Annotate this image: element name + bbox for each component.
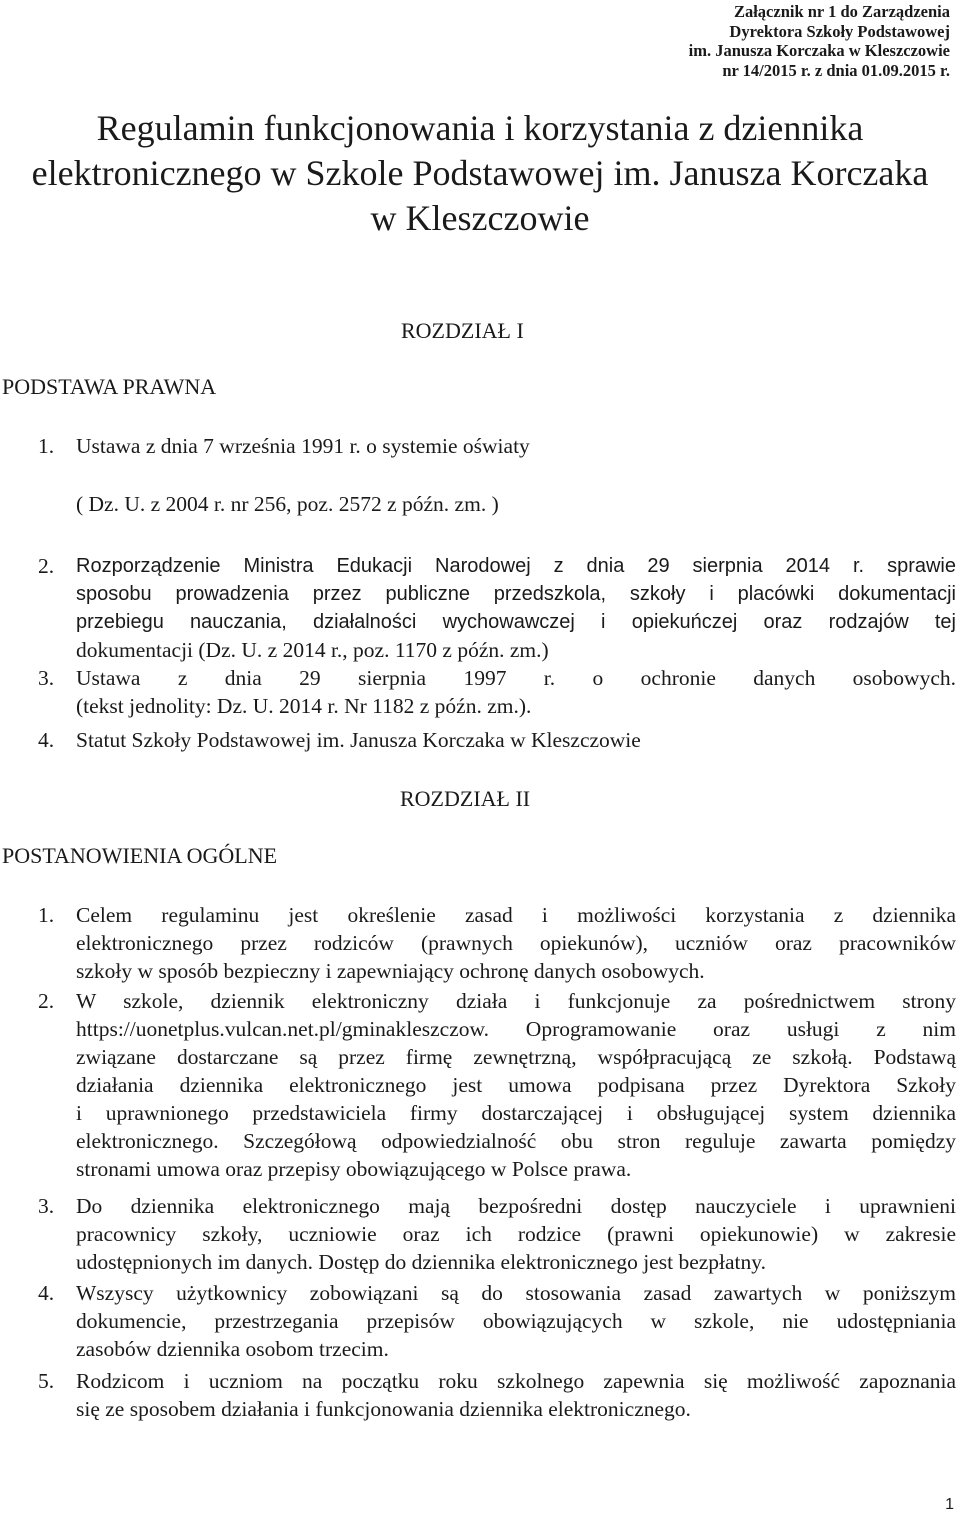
list-item — [38, 1279, 956, 1363]
item-line: związane dostarczane są przez firmę zewnętrzną, współpracującą ze szkołą. Podstawą — [76, 1045, 956, 1069]
chapter-2-heading: ROZDZIAŁ II — [400, 786, 531, 811]
header-note-line: Dyrektora Szkoły Podstawowej — [729, 21, 950, 41]
item-text: Statut Szkoły Podstawowej im. Janusza Korczaka w Kleszczowie — [76, 728, 641, 752]
item-line: (tekst jednolity: Dz. U. 2014 r. Nr 1182 z późn. zm.). — [76, 694, 532, 718]
item-line: dokumentacji (Dz. U. z 2014 r., poz. 1170 z późn. zm.) — [76, 638, 549, 662]
item-line: Rodzicom i uczniom na początku roku szkolnego zapewnia się możliwość zapoznania — [76, 1369, 956, 1393]
item-line: pracownicy szkoły, uczniowie oraz ich rodzice (prawni opiekunowie) w zakresie — [76, 1222, 956, 1246]
header-note — [689, 2, 950, 80]
list-item — [38, 1192, 956, 1276]
item-number: 3. — [38, 1194, 55, 1218]
item-text: Ustawa z dnia 7 września 1991 r. o systemie oświaty — [76, 434, 530, 458]
header-note-line: Załącznik nr 1 do Zarządzenia — [733, 2, 950, 21]
document-title — [0, 106, 960, 241]
item-line: Ustawa z dnia 29 sierpnia 1997 r. o ochronie danych osobowych. — [76, 666, 956, 690]
header-note-line: im. Janusza Korczaka w Kleszczowie — [688, 41, 950, 60]
list-item — [38, 987, 956, 1183]
item-line: zasobów dziennika osobom trzecim. — [76, 1337, 389, 1361]
chapter-1-heading: ROZDZIAŁ I — [401, 318, 524, 343]
item-number: 2. — [38, 554, 55, 578]
list-item — [38, 726, 956, 754]
title-line: w Kleszczowie — [370, 198, 590, 238]
list-item — [38, 552, 956, 664]
item-number: 1. — [38, 903, 55, 927]
item-line: dokumencie, przestrzegania przepisów obowiązujących w szkole, nie udostępniania — [76, 1309, 956, 1333]
title-line: Regulamin funkcjonowania i korzystania z dziennika — [96, 108, 864, 148]
item-line: https://uonetplus.vulcan.net.pl/gminakleszczow. Oprogramowanie oraz usługi z nim — [76, 1017, 956, 1041]
item-number: 3. — [38, 666, 55, 690]
item-number: 4. — [38, 1281, 55, 1305]
page-number: 1 — [945, 1496, 954, 1513]
item-line: Rozporządzenie Ministra Edukacji Narodowej z dnia 29 sierpnia 2014 r. sprawie — [76, 555, 956, 577]
list-item — [38, 490, 956, 518]
item-number: 5. — [38, 1369, 55, 1393]
item-line: i uprawnionego przedstawiciela firmy dostarczającej i obsługującej system dziennika — [76, 1101, 956, 1125]
title-line: elektronicznego w Szkole Podstawowej im. Janusza Korczaka — [31, 153, 929, 193]
item-number: 4. — [38, 728, 55, 752]
item-number: 2. — [38, 989, 55, 1013]
header-note-line: nr 14/2015 r. z dnia 01.09.2015 r. — [722, 60, 950, 80]
item-line: stronami umowa oraz przepisy obowiązującego w Polsce prawa. — [76, 1157, 632, 1181]
list-item — [38, 664, 956, 720]
item-number: 1. — [38, 434, 55, 458]
section-podstawa-prawna: PODSTAWA PRAWNA — [2, 374, 217, 399]
item-line: działania dziennika elektronicznego jest umowa podpisana przez Dyrektora Szkoły — [76, 1073, 956, 1097]
section-postanowienia-ogolne: POSTANOWIENIA OGÓLNE — [2, 843, 278, 868]
item-line: elektronicznego przez rodziców (prawnych opiekunów), uczniów oraz pracowników — [76, 931, 956, 955]
item-line: szkoły w sposób bezpieczny i zapewniający ochronę danych osobowych. — [76, 959, 705, 983]
item-line: przebiegu nauczania, działalności wychowawczej i opiekuńczej oraz rodzajów tej — [76, 611, 956, 633]
list-item — [38, 432, 956, 460]
item-text: ( Dz. U. z 2004 r. nr 256, poz. 2572 z późn. zm. ) — [76, 492, 499, 516]
item-line: się ze sposobem działania i funkcjonowania dziennika elektronicznego. — [76, 1397, 691, 1421]
item-line: W szkole, dziennik elektroniczny działa i funkcjonuje za pośrednictwem strony — [76, 989, 956, 1013]
item-line: Celem regulaminu jest określenie zasad i możliwości korzystania z dziennika — [76, 903, 956, 927]
item-line: udostępnionych im danych. Dostęp do dziennika elektronicznego jest bezpłatny. — [76, 1250, 766, 1274]
item-line: elektronicznego. Szczegółową odpowiedzialność obu stron reguluje zawarta pomiędzy — [76, 1129, 956, 1153]
item-line: Wszyscy użytkownicy zobowiązani są do stosowania zasad zawartych w poniższym — [76, 1281, 956, 1305]
list-item — [38, 1367, 956, 1423]
item-line: sposobu prowadzenia przez publiczne przedszkola, szkoły i placówki dokumentacji — [76, 583, 956, 605]
list-item — [38, 901, 956, 985]
item-line: Do dziennika elektronicznego mają bezpośredni dostęp nauczyciele i uprawnieni — [76, 1194, 956, 1218]
